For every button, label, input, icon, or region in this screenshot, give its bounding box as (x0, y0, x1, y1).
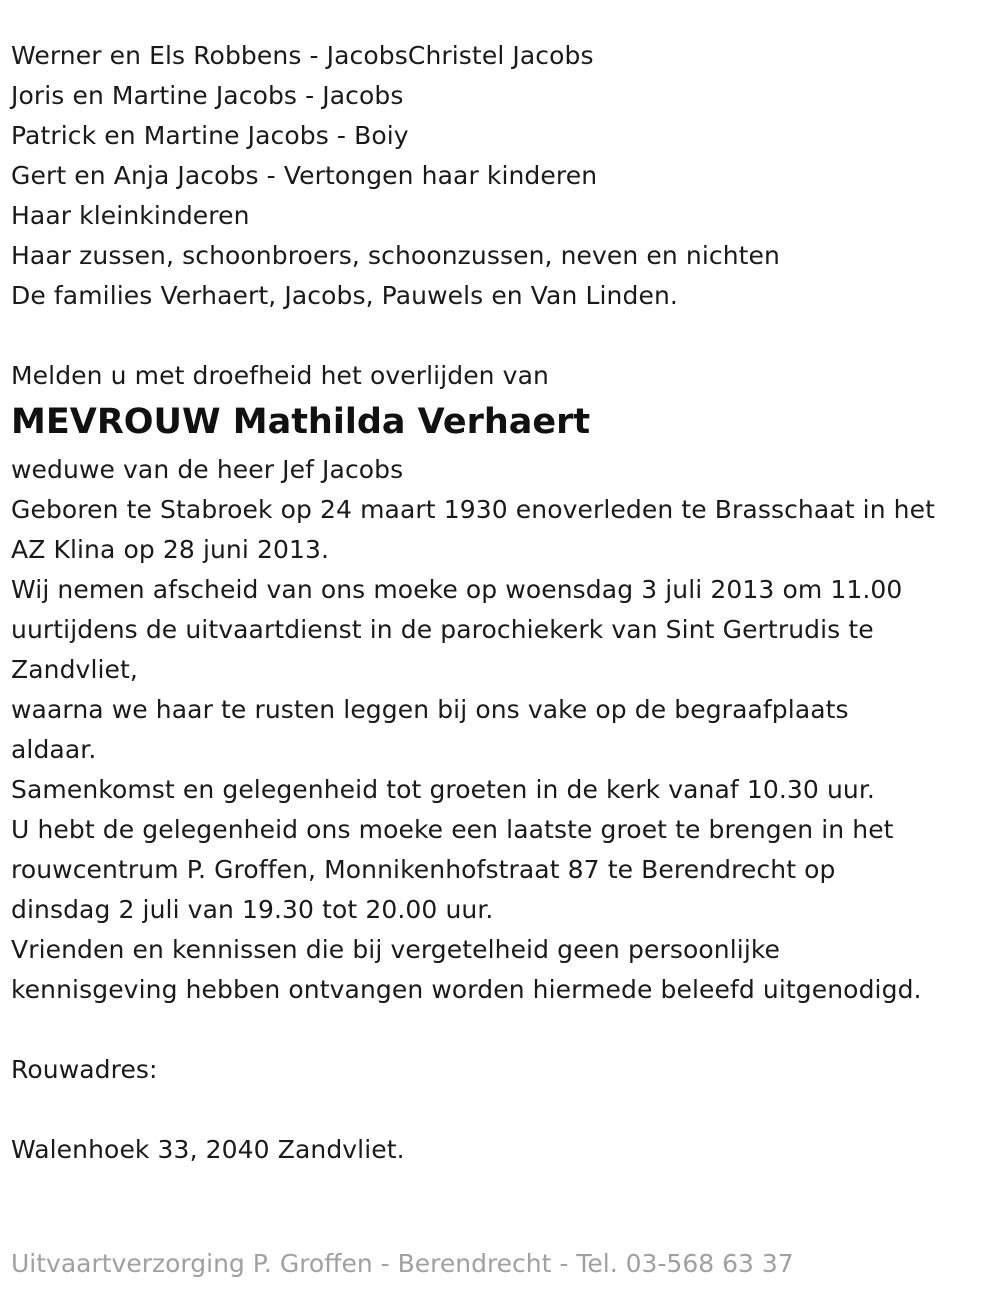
body-line: rouwcentrum P. Groffen, Monnikenhofstraat 87 te Berendrecht op (11, 855, 836, 884)
family-line: Werner en Els Robbens - JacobsChristel Jacobs (11, 41, 594, 70)
body-line: waarna we haar te rusten leggen bij ons vake op de begraafplaats (11, 695, 849, 724)
funeral-home-footer: Uitvaartverzorging P. Groffen - Berendrecht - Tel. 03-568 63 37 (11, 1249, 794, 1278)
family-line: Haar zussen, schoonbroers, schoonzussen, neven en nichten (11, 241, 780, 270)
body-line: kennisgeving hebben ontvangen worden hiermede beleefd uitgenodigd. (11, 975, 922, 1004)
body-line: dinsdag 2 juli van 19.30 tot 20.00 uur. (11, 895, 494, 924)
notice-body (11, 450, 991, 1010)
body-line: Vrienden en kennissen die bij vergetelheid geen persoonlijke (11, 935, 781, 964)
body-line: aldaar. (11, 735, 97, 764)
body-line: Wij nemen afscheid van ons moeke op woensdag 3 juli 2013 om 11.00 (11, 575, 903, 604)
body-line: Geboren te Stabroek op 24 maart 1930 enoverleden te Brasschaat in het (11, 495, 936, 524)
family-list (11, 36, 991, 316)
body-line: uurtijdens de uitvaartdienst in de parochiekerk van Sint Gertrudis te (11, 615, 874, 644)
body-line: weduwe van de heer Jef Jacobs (11, 455, 404, 484)
spacer (11, 1010, 991, 1050)
family-line: Gert en Anja Jacobs - Vertongen haar kinderen (11, 161, 598, 190)
family-line: Joris en Martine Jacobs - Jacobs (11, 81, 404, 110)
mourning-address-label: Rouwadres: (11, 1055, 158, 1084)
body-line: Samenkomst en gelegenheid tot groeten in de kerk vanaf 10.30 uur. (11, 775, 875, 804)
body-line: Zandvliet, (11, 655, 138, 684)
announcement-text: Melden u met droefheid het overlijden van (11, 361, 549, 390)
death-notice (11, 36, 991, 1170)
family-line: De families Verhaert, Jacobs, Pauwels en Van Linden. (11, 281, 678, 310)
deceased-name: MEVROUW Mathilda Verhaert (11, 402, 591, 442)
family-line: Patrick en Martine Jacobs - Boiy (11, 121, 409, 150)
body-line: U hebt de gelegenheid ons moeke een laatste groet te brengen in het (11, 815, 894, 844)
body-line: AZ Klina op 28 juni 2013. (11, 535, 330, 564)
spacer (11, 316, 991, 356)
spacer (11, 1090, 991, 1130)
mourning-address: Walenhoek 33, 2040 Zandvliet. (11, 1135, 405, 1164)
family-line: Haar kleinkinderen (11, 201, 250, 230)
